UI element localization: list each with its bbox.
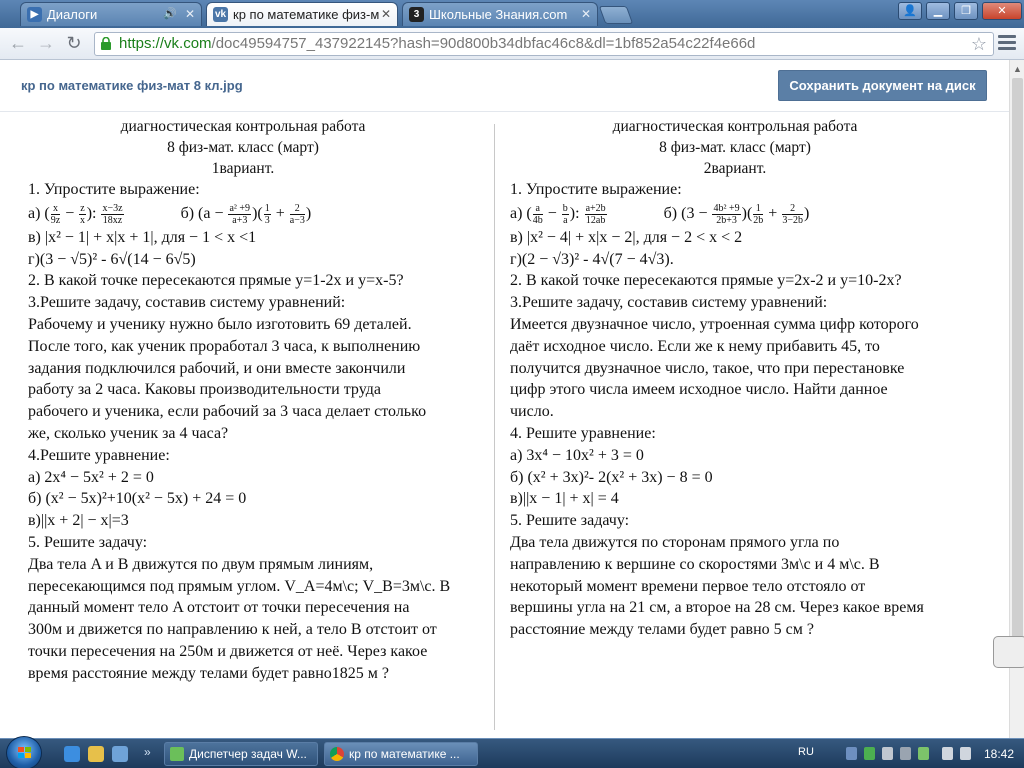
variant-label: 2вариант.: [703, 160, 767, 177]
column-divider: [494, 124, 495, 730]
file-explorer-icon[interactable]: [88, 746, 104, 762]
bookmark-star-icon[interactable]: ☆: [970, 34, 987, 54]
task-line: 5. Решите задачу:: [510, 512, 630, 530]
task-line: б) (x² + 3x)²- 2(x² + 3x) − 8 = 0: [510, 468, 713, 486]
tab-label: Школьные Знания.com: [429, 7, 568, 22]
bluetooth-icon[interactable]: [846, 747, 857, 760]
task-line: же, сколько ученик за 4 часа?: [28, 424, 229, 442]
menu-icon[interactable]: [998, 35, 1016, 51]
expression-line: а) ( $\frac{a}{4b}$ − $\frac{b}{a}$ ): $\frac{a+2b}{12ab}$ б) (3 − $\frac{\text{4b² +9}}{2b+3}$ )( $\frac{1}{2b}$ + $\frac{2}{3-2b}$ ): [510, 202, 810, 226]
doc-heading: диагностическая контрольная работа: [120, 118, 366, 135]
maximize-button[interactable]: ❐: [954, 2, 978, 20]
task-line: рабочего и ученика, если рабочий за 3 часа делает столько: [28, 403, 427, 421]
lock-icon: [100, 37, 112, 50]
user-profile-icon[interactable]: 👤: [898, 2, 922, 20]
task-task-manager[interactable]: [164, 742, 318, 766]
document-image: [0, 112, 1009, 738]
task-line: 3.Решите задачу, составив систему уравнений:: [28, 294, 346, 312]
task-line: После того, как ученик проработал 3 часа, к выполнению: [28, 337, 421, 355]
task-line: 1. Упростите выражение:: [28, 181, 200, 198]
task-line: данный момент тело A отстоит от точки пересечения на: [28, 599, 410, 617]
task-line: в)||x − 1| + x| = 4: [510, 490, 619, 508]
task-line: Имеется двузначное число, утроенная сумма цифр которого: [510, 315, 919, 333]
expression-line: а) ( $\frac{x}{9z}$ − $\frac{z}{x}$ ): $\frac{x-3z}{18xz}$ б) (a − $\frac{\text{a² +9}}{a+3}$ )( $\frac{1}{3}$ + $\frac{2}{a-3}$ ): [28, 202, 312, 226]
task-line: 3.Решите задачу, составив систему уравнений:: [510, 294, 828, 312]
task-line: некоторый момент времени первое тело отстояло от: [510, 577, 866, 595]
speaker-icon: 🔊: [163, 8, 177, 20]
close-tab-icon[interactable]: ✕: [580, 7, 591, 21]
task-line: в)||x + 2| − x|=3: [28, 512, 129, 530]
tab-document[interactable]: [206, 2, 398, 26]
variant-2-column: [510, 116, 980, 641]
task-line: пересекающимся под прямым углом. V_A=4м\с; V_B=3м\с. В: [28, 577, 451, 595]
task-line: 5. Решите задачу:: [28, 533, 148, 551]
windows-taskbar: [0, 738, 1024, 768]
start-button[interactable]: [6, 736, 42, 768]
url-scheme: https://: [119, 35, 165, 52]
url-path: /doc49594757_437922145?hash=90d800b34dbfac46c8&dl=1bf852a54c22f4e66d: [211, 35, 756, 52]
document-title: кр по математике физ-мат 8 кл.jpg: [21, 78, 243, 93]
title-bar: [0, 0, 1024, 28]
chrome-icon: [330, 747, 344, 761]
battery-icon[interactable]: [918, 747, 929, 760]
minimize-button[interactable]: ▁: [926, 2, 950, 20]
task-label: кр по математике ...: [349, 747, 460, 761]
doc-subheading: 8 физ-мат. класс (март): [659, 139, 811, 156]
task-line: г)(2 − √3)² - 4√(7 − 4√3).: [510, 250, 674, 268]
task-line: время расстояние между телами будет равно1825 м ?: [28, 664, 389, 682]
browser-toolbar: [0, 28, 1024, 60]
close-tab-icon[interactable]: ✕: [380, 7, 391, 21]
task-line: в) |x² − 1| + x|x + 1|, для − 1 < x <1: [28, 228, 257, 246]
task-line: б) (x² − 5x)²+10(x² − 5x) + 24 = 0: [28, 490, 247, 508]
task-line: а) 3x⁴ − 10x² + 3 = 0: [510, 446, 644, 464]
side-panel-handle[interactable]: [993, 636, 1024, 668]
tab-label: Диалоги: [47, 7, 98, 22]
scrollbar-thumb[interactable]: [1012, 78, 1023, 638]
task-line: Два тела A и B движутся по двум прямым линиям,: [28, 555, 374, 573]
reload-icon[interactable]: ↻: [66, 33, 82, 53]
network-icon[interactable]: [942, 747, 953, 760]
tab-label: кр по математике физ-м: [233, 7, 380, 22]
tab-dialogs[interactable]: [20, 2, 202, 26]
back-arrow-icon[interactable]: ←: [9, 33, 27, 53]
task-line: г)(3 − √5)² - 6√(14 − 6√5): [28, 250, 196, 268]
document-header: [0, 60, 1009, 112]
tray-app-icon[interactable]: [864, 747, 875, 760]
vk-favicon-icon: vk: [214, 9, 227, 20]
close-tab-icon[interactable]: ✕: [184, 7, 195, 21]
task-line: направлению к вершине со скоростями 3м\с и 4 м\с. В: [510, 555, 880, 573]
task-line: работу за 2 часа. Каковы производительности труда: [28, 381, 381, 399]
tray-app-icon[interactable]: [900, 747, 911, 760]
task-line: 1. Упростите выражение:: [510, 181, 682, 198]
znanija-favicon-icon: 3: [409, 7, 424, 22]
internet-explorer-icon[interactable]: [64, 746, 80, 762]
task-line: Два тела движутся по сторонам прямого угла по: [510, 533, 840, 551]
task-line: вершины угла на 21 см, а второе на 28 см. Через какое время: [510, 599, 924, 617]
task-label: Диспетчер задач W...: [189, 747, 307, 761]
task-line: цифр этого числа имеем исходное число. Найти данное: [510, 381, 888, 399]
windows-logo-icon: [18, 747, 32, 759]
task-line: число.: [510, 403, 554, 421]
task-line: 2. В какой точке пересекаются прямые y=1-2x и y=x-5?: [28, 272, 404, 290]
task-line: 4.Решите уравнение:: [28, 446, 170, 464]
variant-1-column: [28, 116, 478, 685]
url-host: vk.com: [164, 35, 212, 52]
address-bar[interactable]: [94, 32, 994, 56]
task-chrome[interactable]: [324, 742, 478, 766]
language-indicator[interactable]: RU: [798, 746, 814, 758]
task-line: 2. В какой точке пересекаются прямые y=2x-2 и y=10-2x?: [510, 272, 902, 290]
task-line: 4. Решите уравнение:: [510, 424, 656, 442]
variant-label: 1вариант.: [211, 160, 275, 177]
task-line: точки пересечения на 250м и движется от неё. Через какое: [28, 642, 428, 660]
task-line: даёт исходное число. Если же к нему прибавить 45, то: [510, 337, 880, 355]
doc-subheading: 8 физ-мат. класс (март): [167, 139, 319, 156]
show-desktop-icon[interactable]: [112, 746, 128, 762]
tab-znanija[interactable]: [402, 2, 598, 26]
tray-app-icon[interactable]: [882, 747, 893, 760]
task-line: задания подключился рабочий, и они вместе закончили: [28, 359, 406, 377]
new-tab-button[interactable]: [599, 6, 634, 24]
quick-launch-more-icon[interactable]: »: [144, 745, 151, 759]
task-line: в) |x² − 4| + x|x − 2|, для − 2 < x < 2: [510, 228, 743, 246]
task-line: получится двузначное число, такое, что при перестановке: [510, 359, 905, 377]
clock[interactable]: 18:42: [984, 747, 1015, 761]
task-line: расстояние между телами будет равно 5 см ?: [510, 621, 814, 639]
task-line: Рабочему и ученику нужно было изготовить 69 деталей.: [28, 315, 412, 333]
close-window-button[interactable]: ✕: [982, 2, 1022, 20]
save-to-disk-button[interactable]: Сохранить документ на диск: [778, 70, 987, 101]
play-favicon-icon: ▶: [27, 7, 42, 22]
forward-arrow-icon[interactable]: →: [37, 33, 55, 53]
scroll-up-arrow-icon[interactable]: ▲: [1013, 64, 1022, 74]
task-manager-icon: [170, 747, 184, 761]
task-line: а) 2x⁴ − 5x² + 2 = 0: [28, 468, 154, 486]
doc-heading: диагностическая контрольная работа: [612, 118, 858, 135]
volume-icon[interactable]: [960, 747, 971, 760]
task-line: 300м и движется по направлению к ней, а тело B отстоит от: [28, 621, 437, 639]
